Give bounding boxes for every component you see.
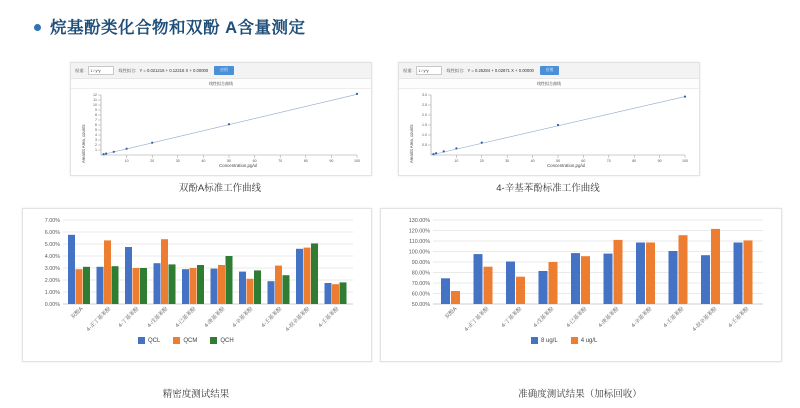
svg-text:3.0: 3.0 xyxy=(422,93,427,98)
svg-text:5.00%: 5.00% xyxy=(44,242,60,248)
svg-text:4-正丁基苯酚: 4-正丁基苯酚 xyxy=(85,306,113,333)
svg-text:4-叔辛基苯酚: 4-叔辛基苯酚 xyxy=(284,306,312,333)
svg-text:50: 50 xyxy=(227,159,231,163)
svg-text:7: 7 xyxy=(95,118,97,123)
svg-text:20: 20 xyxy=(150,159,155,163)
y-axis-title: Area/IS Area, counts xyxy=(81,124,86,163)
svg-text:80: 80 xyxy=(303,159,308,163)
legend-swatch-icon xyxy=(571,337,578,344)
page-title xyxy=(34,14,306,38)
calibration-svg-np xyxy=(399,89,699,176)
svg-text:4-庚基苯酚: 4-庚基苯酚 xyxy=(203,306,227,330)
svg-text:80.00%: 80.00% xyxy=(411,270,430,277)
svg-text:60: 60 xyxy=(252,159,257,163)
calibration-panel-bpa xyxy=(70,62,372,176)
legend-item-4ugl xyxy=(571,337,598,344)
svg-text:90: 90 xyxy=(657,159,662,163)
svg-text:50.00%: 50.00% xyxy=(411,302,430,308)
svg-text:1.00%: 1.00% xyxy=(44,290,60,296)
legend-label: QCM xyxy=(183,337,198,344)
svg-text:40: 40 xyxy=(201,159,206,163)
svg-text:100: 100 xyxy=(682,159,688,163)
svg-text:6: 6 xyxy=(95,123,97,128)
svg-text:6.00%: 6.00% xyxy=(44,230,60,236)
svg-text:4-丁基苯酚: 4-丁基苯酚 xyxy=(117,306,141,330)
svg-text:60: 60 xyxy=(581,159,586,163)
legend-item-qch xyxy=(210,337,233,344)
svg-text:4-辛基苯酚: 4-辛基苯酚 xyxy=(231,306,255,330)
svg-text:4-壬基苯酚: 4-壬基苯酚 xyxy=(260,306,284,330)
legend-label: 4 ug/L xyxy=(580,337,598,344)
svg-text:4-叔辛基苯酚: 4-叔辛基苯酚 xyxy=(691,306,719,333)
weight-input[interactable]: 1 / y*y xyxy=(416,66,442,75)
svg-text:4: 4 xyxy=(95,133,97,138)
calibration-plot-bpa xyxy=(71,89,371,176)
svg-text:2.0: 2.0 xyxy=(422,113,427,118)
svg-text:30: 30 xyxy=(175,159,180,163)
svg-text:2: 2 xyxy=(95,143,97,148)
svg-text:10: 10 xyxy=(124,159,129,163)
svg-text:1.0: 1.0 xyxy=(422,133,427,138)
caption-calib-bpa: 双酚A标准工作曲线 xyxy=(178,183,262,194)
weight-label: 权重: xyxy=(75,67,85,73)
svg-text:70: 70 xyxy=(606,159,611,163)
svg-text:12: 12 xyxy=(93,93,97,98)
svg-text:10: 10 xyxy=(93,103,97,108)
legend-swatch-icon xyxy=(173,337,180,344)
svg-text:4-已基苯酚: 4-已基苯酚 xyxy=(565,306,589,330)
caption-accuracy: 准确度测试结果（加标回收） xyxy=(518,389,642,400)
svg-text:4-庚基苯酚: 4-庚基苯酚 xyxy=(597,306,621,330)
svg-text:4-已基苯酚: 4-已基苯酚 xyxy=(174,306,198,330)
svg-text:3.00%: 3.00% xyxy=(44,266,60,272)
fit-equation: Y = 0.021216 + 0.12216 X + 0.00000 xyxy=(139,68,209,73)
svg-text:50: 50 xyxy=(556,159,560,163)
legend-label: QCL xyxy=(148,337,161,344)
svg-text:2.5: 2.5 xyxy=(422,103,427,108)
svg-text:4-戊基苯酚: 4-戊基苯酚 xyxy=(146,306,170,330)
svg-text:100: 100 xyxy=(354,159,360,163)
svg-text:2.00%: 2.00% xyxy=(44,278,60,284)
svg-text:4.00%: 4.00% xyxy=(44,254,60,260)
legend-item-qcm xyxy=(173,337,197,344)
calibration-subtitle: 线性拟合曲线 xyxy=(399,79,699,89)
calibration-toolbar xyxy=(399,63,699,79)
x-axis-title: Concentration,pg/ul xyxy=(547,163,586,168)
svg-text:0.5: 0.5 xyxy=(422,143,427,148)
legend-label: QCH xyxy=(220,337,234,344)
fit-label: 线性拟合: xyxy=(446,67,465,73)
svg-text:80: 80 xyxy=(632,159,637,163)
caption-precision: 精密度测试结果 xyxy=(162,389,230,400)
legend-label: 8 ug/L xyxy=(541,337,558,344)
legend-swatch-icon xyxy=(210,337,217,344)
weight-label: 权重: xyxy=(403,67,413,73)
caption-calib-np: 4-辛基苯酚标准工作曲线 xyxy=(496,183,600,194)
svg-text:120.00%: 120.00% xyxy=(408,228,430,235)
svg-text:130.00%: 130.00% xyxy=(408,218,430,224)
svg-text:4-丁基苯酚: 4-丁基苯酚 xyxy=(500,306,524,330)
svg-text:90.00%: 90.00% xyxy=(411,260,430,266)
calibration-subtitle: 线性拟合曲线 xyxy=(71,79,371,89)
svg-text:11: 11 xyxy=(93,98,97,103)
fit-equation: Y = 0.25284 + 0.02871 X + 0.00000 xyxy=(467,68,534,73)
svg-text:4-戊基苯酚: 4-戊基苯酚 xyxy=(532,306,556,330)
svg-text:60.00%: 60.00% xyxy=(411,291,430,298)
precision-chart-panel xyxy=(22,208,372,362)
page-title-text: 烷基酚类化合物和双酚 A含量测定 xyxy=(50,19,306,37)
svg-text:3: 3 xyxy=(95,138,97,143)
svg-text:30: 30 xyxy=(505,159,510,163)
fit-label: 线性拟合: xyxy=(118,67,137,73)
svg-text:100.00%: 100.00% xyxy=(408,249,430,256)
svg-text:7.00%: 7.00% xyxy=(44,218,60,224)
svg-text:1: 1 xyxy=(95,148,97,153)
legend-swatch-icon xyxy=(531,337,538,344)
svg-text:4-辛基苯酚: 4-辛基苯酚 xyxy=(630,306,654,330)
svg-text:9: 9 xyxy=(95,108,97,113)
precision-legend xyxy=(138,337,234,344)
svg-text:4-壬基苯酚: 4-壬基苯酚 xyxy=(727,306,751,330)
legend-item-qcl xyxy=(138,337,160,344)
svg-text:40: 40 xyxy=(530,159,535,163)
svg-text:8: 8 xyxy=(95,113,97,118)
calibration-plot-np xyxy=(399,89,699,176)
apply-button[interactable]: 应用 xyxy=(214,66,234,76)
apply-button[interactable]: 应用 xyxy=(540,66,560,76)
bullet-icon xyxy=(34,24,41,31)
svg-text:双酚A: 双酚A xyxy=(443,306,459,321)
svg-text:70.00%: 70.00% xyxy=(411,281,430,287)
calibration-toolbar xyxy=(71,63,371,79)
accuracy-chart-panel xyxy=(380,208,782,362)
svg-text:双酚A: 双酚A xyxy=(69,306,85,321)
svg-text:1.5: 1.5 xyxy=(422,123,427,128)
x-axis-title: Concentration,pg/ul xyxy=(219,163,258,168)
svg-text:0.00%: 0.00% xyxy=(44,302,60,308)
legend-swatch-icon xyxy=(138,337,145,344)
svg-text:110.00%: 110.00% xyxy=(409,239,430,245)
svg-text:20: 20 xyxy=(479,159,484,163)
calibration-panel-np xyxy=(398,62,700,176)
accuracy-legend xyxy=(531,337,597,344)
y-axis-title: Area/IS Area, counts xyxy=(409,124,414,163)
calibration-svg-bpa xyxy=(71,89,371,176)
svg-text:5: 5 xyxy=(95,128,97,133)
weight-input[interactable]: 1 / y*y xyxy=(88,66,114,75)
svg-text:4-壬基苯酚: 4-壬基苯酚 xyxy=(662,306,686,330)
svg-text:10: 10 xyxy=(454,159,459,163)
svg-text:70: 70 xyxy=(278,159,283,163)
legend-item-8ugl xyxy=(531,337,558,344)
svg-text:4-正丁基苯酚: 4-正丁基苯酚 xyxy=(463,306,491,333)
svg-text:4-壬基苯酚: 4-壬基苯酚 xyxy=(317,306,341,330)
svg-text:90: 90 xyxy=(329,159,334,163)
